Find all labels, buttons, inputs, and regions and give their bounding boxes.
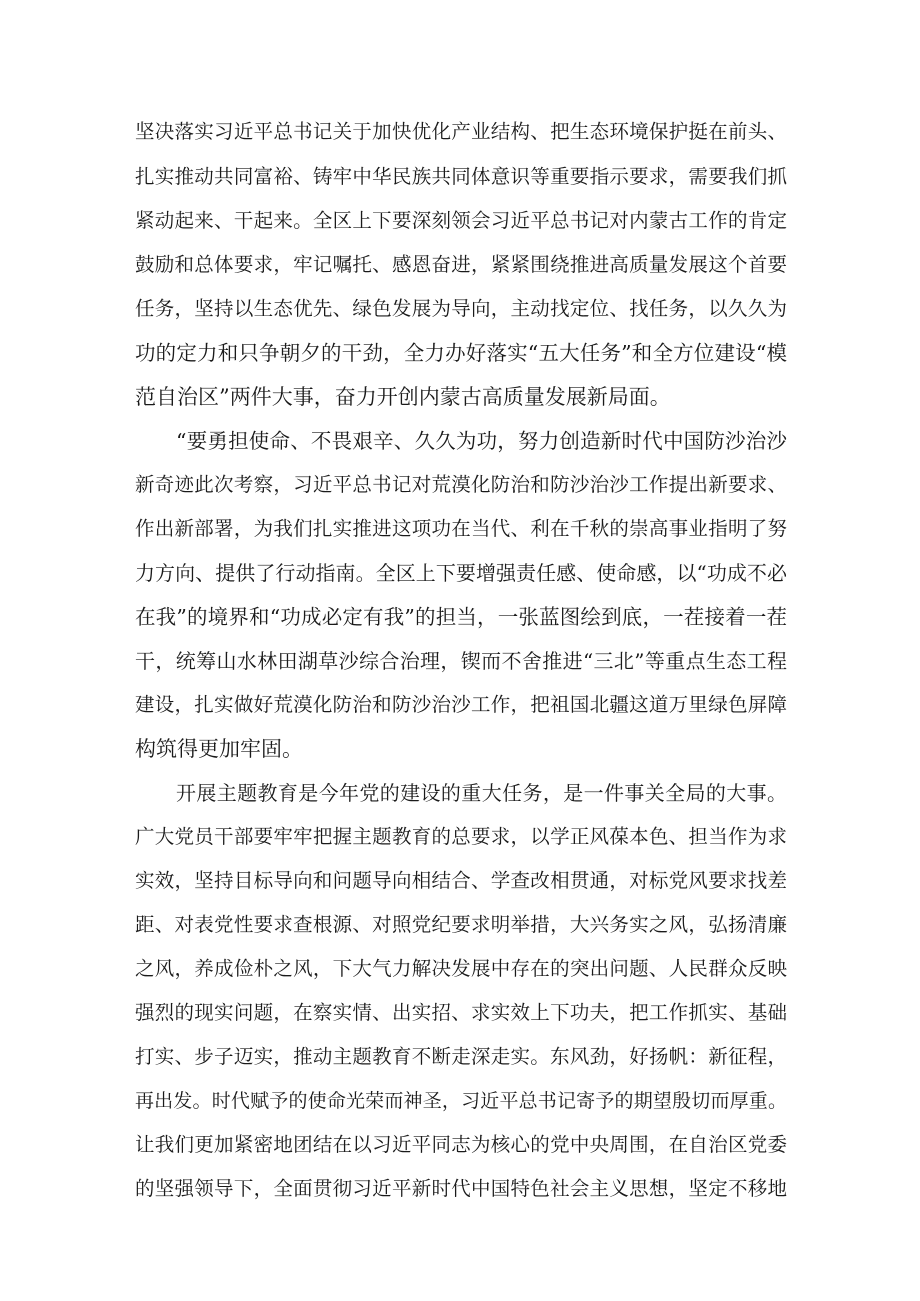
text-line: 作出新部署，为我们扎实推进这项功在当代、利在千秋的崇高事业指明了努 bbox=[135, 517, 787, 540]
text-line: 再出发。时代赋予的使命光荣而神圣，习近平总书记寄予的期望殷切而厚重。 bbox=[135, 1090, 787, 1112]
text-line: 干，统筹山水林田湖草沙综合治理，锲而不舍推进“三北”等重点生态工程 bbox=[135, 649, 787, 673]
text-line: 坚决落实习近平总书记关于加快优化产业结构、把生态环境保护挺在前头、 bbox=[135, 120, 787, 143]
text-line: 新奇迹此次考察，习近平总书记对荒漠化防治和防沙治沙工作提出新要求、 bbox=[135, 473, 787, 496]
text-line: 之风，养成俭朴之风，下大气力解决发展中存在的突出问题、人民群众反映 bbox=[135, 957, 787, 980]
text-line: 开展主题教育是今年党的建设的重大任务，是一件事关全局的大事。 bbox=[176, 781, 787, 805]
text-line: 距、对表党性要求查根源、对照党纪要求明举措，大兴务实之风，弘扬清廉 bbox=[135, 913, 787, 936]
text-line: 实效，坚持目标导向和问题导向相结合、学查改相贯通，对标党风要求找差 bbox=[135, 869, 787, 892]
text-line: 任务，坚持以生态优先、绿色发展为导向，主动找定位、找任务，以久久为 bbox=[135, 297, 787, 320]
text-line: 紧动起来、干起来。全区上下要深刻领会习近平总书记对内蒙古工作的肯定 bbox=[135, 209, 787, 232]
text-line: 范自治区”两件大事，奋力开创内蒙古高质量发展新局面。 bbox=[135, 385, 671, 409]
text-line: 广大党员干部要牢牢把握主题教育的总要求，以学正风葆本色、担当作为求 bbox=[135, 825, 787, 848]
text-line: 让我们更加紧密地团结在以习近平同志为核心的党中央周围，在自治区党委 bbox=[135, 1133, 787, 1156]
text-line: 鼓励和总体要求，牢记嘱托、感恩奋进，紧紧围绕推进高质量发展这个首要 bbox=[135, 253, 787, 276]
text-line: 功的定力和只争朝夕的干劲，全力办好落实“五大任务”和全方位建设“模 bbox=[135, 341, 787, 365]
text-line: “要勇担使命、不畏艰辛、久久为功，努力创造新时代中国防沙治沙 bbox=[176, 429, 787, 453]
text-line: 力方向、提供了行动指南。全区上下要增强责任感、使命感，以“功成不必 bbox=[135, 561, 787, 585]
text-line: 强烈的现实问题，在察实情、出实招、求实效上下功夫，把工作抓实、基础 bbox=[135, 1001, 787, 1024]
text-line: 扎实推动共同富裕、铸牢中华民族共同体意识等重要指示要求，需要我们抓 bbox=[135, 165, 787, 188]
text-line: 构筑得更加牢固。 bbox=[135, 737, 303, 761]
text-line: 打实、步子迈实，推动主题教育不断走深走实。东风劲，好扬帆：新征程， bbox=[135, 1045, 787, 1068]
text-line: 的坚强领导下，全面贯彻习近平新时代中国特色社会主义思想，坚定不移地 bbox=[135, 1177, 787, 1200]
text-line: 建设，扎实做好荒漠化防治和防沙治沙工作，把祖国北疆这道万里绿色屏障 bbox=[135, 693, 787, 716]
text-line: 在我”的境界和“功成必定有我”的担当，一张蓝图绘到底，一茬接着一茬 bbox=[135, 605, 787, 629]
